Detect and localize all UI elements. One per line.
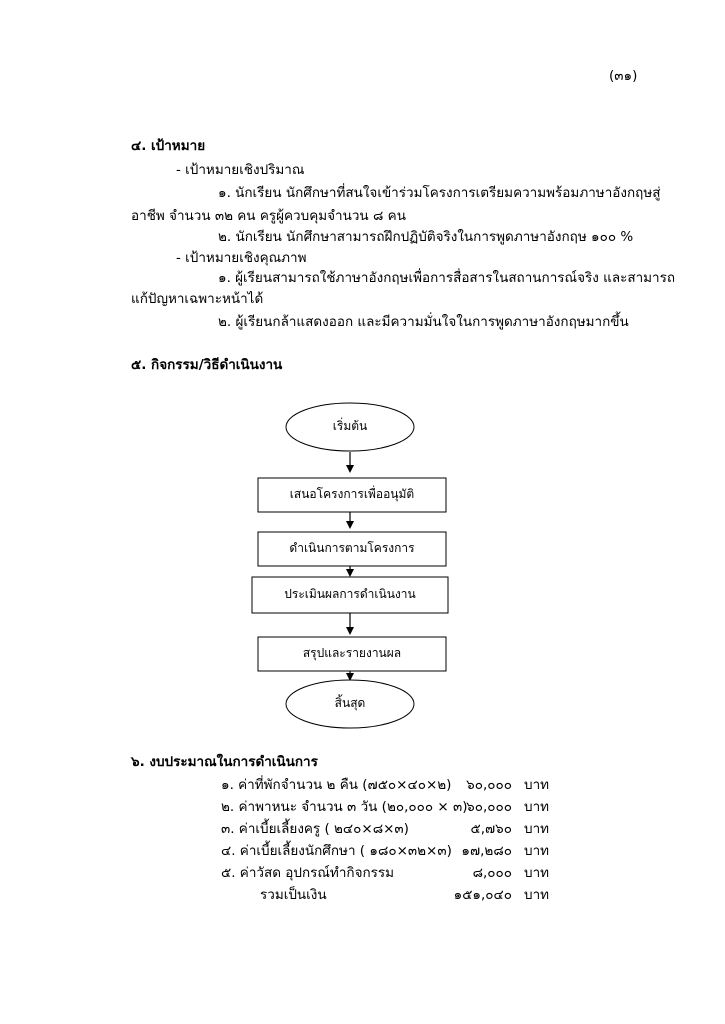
budget-item-amount: ๖๐,๐๐๐	[466, 799, 512, 815]
budget-total-unit: บาท	[524, 887, 550, 903]
quantitative-goal-1-line2: อาชีพ จำนวน ๓๒ คน ครูผู้ควบคุมจำนวน ๘ คน	[131, 208, 406, 224]
quantitative-goal-1-line1: ๑. นักเรียน นักศึกษาที่สนใจเข้าร่วมโครงการเตรียมความพร้อมภาษาอังกฤษสู่	[218, 185, 661, 201]
budget-item-unit: บาท	[524, 865, 550, 881]
quantitative-goals-title: - เป้าหมายเชิงปริมาณ	[176, 162, 305, 178]
budget-item-label: ๕. ค่าวัสด อุปกรณ์ทำกิจกรรม	[221, 865, 395, 881]
budget-item-label: ๒. ค่าพาหนะ จำนวน ๓ วัน (๒๐,๐๐๐ × ๓)	[221, 799, 468, 815]
flow-step-1-label: เสนอโครงการเพื่ออนุมัติ	[289, 487, 415, 501]
qualitative-goal-1-line1: ๑. ผู้เรียนสามารถใช้ภาษาอังกฤษเพื่อการสื่อสารในสถานการณ์จริง และสามารถ	[218, 270, 676, 286]
flow-start-label: เริ่มต้น	[332, 419, 368, 433]
qualitative-goals-title: - เป้าหมายเชิงคุณภาพ	[176, 250, 307, 266]
budget-item-unit: บาท	[524, 843, 550, 859]
goals-heading: ๔. เป้าหมาย	[131, 138, 206, 154]
budget-item-amount: ๑๗,๒๘๐	[461, 843, 512, 859]
budget-item-unit: บาท	[524, 821, 550, 837]
budget-total-amount: ๑๕๑,๐๔๐	[453, 887, 512, 903]
flow-end-label: สิ้นสุด	[334, 696, 366, 710]
budget-heading: ๖. งบประมาณในการดำเนินการ	[131, 754, 318, 770]
flow-step-4-label: สรุปและรายงานผล	[302, 646, 402, 660]
activities-heading: ๕. กิจกรรม/วิธีดำเนินงาน	[131, 357, 283, 373]
budget-total-label: รวมเป็นเงิน	[260, 887, 327, 903]
budget-item-unit: บาท	[524, 799, 550, 815]
budget-item-label: ๓. ค่าเบี้ยเลี้ยงครู ( ๒๔๐×๘×๓)	[221, 821, 409, 837]
page-number: (๓๑)	[609, 68, 638, 84]
budget-item-label: ๔. ค่าเบี้ยเลี้ยงนักศึกษา ( ๑๘๐×๓๒×๓)	[221, 843, 452, 859]
quantitative-goal-2: ๒. นักเรียน นักศึกษาสามารถฝึกปฏิบัติจริงในการพูดภาษาอังกฤษ ๑๐๐ %	[218, 229, 634, 245]
budget-item-label: ๑. ค่าที่พักจำนวน ๒ คืน (๗๕๐×๔๐×๒)	[221, 777, 452, 793]
flow-step-2-label: ดำเนินการตามโครงการ	[289, 541, 415, 555]
qualitative-goal-2: ๒. ผู้เรียนกล้าแสดงออก และมีความมั่นใจในการพูดภาษาอังกฤษมากขึ้น	[218, 314, 629, 330]
budget-item-amount: ๘,๐๐๐	[472, 865, 512, 881]
budget-item-amount: ๕,๗๖๐	[470, 821, 512, 837]
budget-item-unit: บาท	[524, 777, 550, 793]
budget-item-amount: ๖๐,๐๐๐	[466, 777, 512, 793]
flow-step-3-label: ประเมินผลการดำเนินงาน	[284, 587, 416, 601]
qualitative-goal-1-line2: แก้ปัญหาเฉพาะหน้าได้	[131, 291, 264, 307]
